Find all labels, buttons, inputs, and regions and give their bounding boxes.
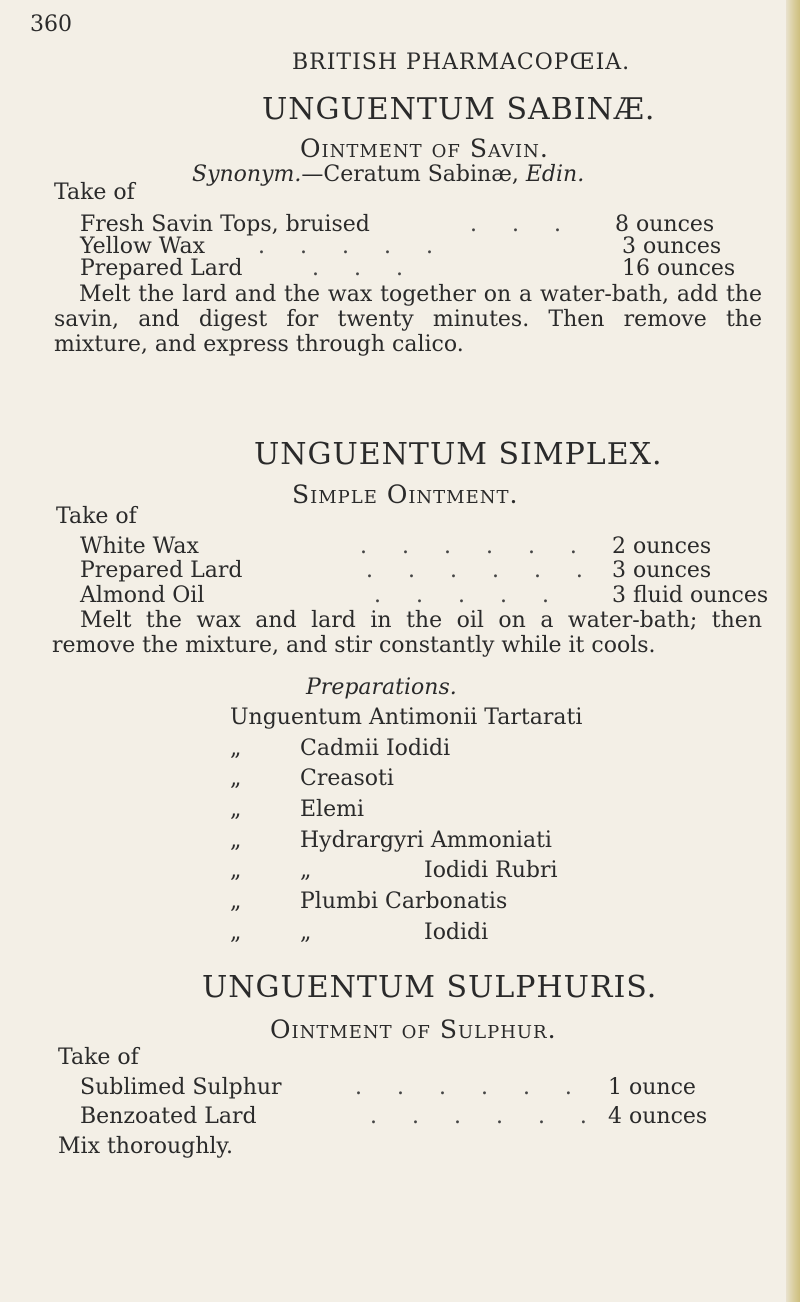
ingredient-name: Prepared Lard xyxy=(80,256,243,281)
ditto-mark: „ xyxy=(230,797,242,822)
ingredient-quantity: 3 fluid ounces xyxy=(612,583,769,608)
synonym-line xyxy=(192,162,584,187)
synonym-source: Edin. xyxy=(525,162,585,187)
preparation-item xyxy=(230,889,507,914)
ingredient-name: White Wax xyxy=(80,534,199,559)
ditto-mark: „ xyxy=(230,858,242,883)
preparations-heading: Preparations. xyxy=(306,675,457,700)
ingredient-quantity: 3 ounces xyxy=(622,234,722,259)
ingredient-name: Benzoated Lard xyxy=(80,1104,257,1129)
ingredient-quantity: 4 ounces xyxy=(608,1104,708,1129)
leader-dots: . . . . . . xyxy=(360,534,591,559)
ingredient-quantity: 16 ounces xyxy=(622,256,736,281)
section-title-sabinae: UNGUENTUM SABINÆ. xyxy=(262,92,656,127)
preparation-name: Iodidi xyxy=(424,920,489,945)
ingredient-name: Fresh Savin Tops, bruised xyxy=(80,212,370,237)
preparation-name: Elemi xyxy=(300,797,365,822)
synonym-label: Synonym. xyxy=(192,162,302,187)
preparation-name: Iodidi Rubri xyxy=(424,858,558,883)
ditto-mark: „ xyxy=(230,736,242,761)
section-title-simplex: UNGUENTUM SIMPLEX. xyxy=(254,437,663,472)
leader-dots: . . . . . xyxy=(258,234,447,259)
preparation-item xyxy=(230,797,364,822)
preparation-item xyxy=(230,766,394,791)
take-of-label: Take of xyxy=(56,504,137,529)
synonym-text: —Ceratum Sabinæ, xyxy=(301,162,526,187)
ingredient-name: Almond Oil xyxy=(80,583,205,608)
section-subtitle-simplex: Simple Ointment. xyxy=(292,480,519,509)
ingredient-quantity: 1 ounce xyxy=(608,1075,696,1100)
section-subtitle-sulphuris: Ointment of Sulphur. xyxy=(270,1015,557,1044)
ditto-mark: „ xyxy=(230,920,242,945)
leader-dots: . . . . . . xyxy=(366,558,597,583)
preparation-name: Plumbi Carbonatis xyxy=(300,889,508,914)
ingredient-row xyxy=(0,1075,800,1103)
ingredient-row xyxy=(0,558,800,586)
leader-dots: . . . . . . xyxy=(370,1104,601,1129)
page-number: 360 xyxy=(30,12,72,37)
preparation-item xyxy=(230,858,558,883)
ingredient-row xyxy=(0,583,800,611)
ditto-mark: „ xyxy=(300,858,312,883)
ingredient-name: Yellow Wax xyxy=(80,234,205,259)
ingredient-quantity: 3 ounces xyxy=(612,558,712,583)
leader-dots: . . . . . . xyxy=(355,1075,586,1100)
directions-paragraph: Melt the lard and the wax together on a water-bath, add the savin, and digest for twenty minutes. Then remove the mixture, and express through calico. xyxy=(54,282,762,357)
preparation-name: Cadmii Iodidi xyxy=(300,736,451,761)
ditto-mark: „ xyxy=(230,889,242,914)
ditto-mark: „ xyxy=(300,920,312,945)
ditto-mark: „ xyxy=(230,828,242,853)
ingredient-quantity: 2 ounces xyxy=(612,534,712,559)
section-title-sulphuris: UNGUENTUM SULPHURIS. xyxy=(202,970,658,1005)
preparation-item xyxy=(230,736,450,761)
directions-paragraph: Melt the wax and lard in the oil on a water-bath; then remove the mixture, and stir constantly while it cools. xyxy=(52,608,762,658)
take-of-label: Take of xyxy=(54,180,135,205)
ditto-mark: „ xyxy=(230,766,242,791)
preparation-item xyxy=(230,705,582,730)
ingredient-name: Prepared Lard xyxy=(80,558,243,583)
preparation-item xyxy=(230,920,488,945)
ingredient-quantity: 8 ounces xyxy=(615,212,715,237)
preparation-item xyxy=(230,828,552,853)
leader-dots: . . . . . xyxy=(374,583,563,608)
leader-dots: . . . xyxy=(312,256,417,281)
take-of-label: Take of xyxy=(58,1045,139,1070)
ingredient-row xyxy=(0,256,800,284)
directions-paragraph: Mix thoroughly. xyxy=(58,1134,233,1159)
preparation-name: Creasoti xyxy=(300,766,394,791)
preparation-name: Hydrargyri Ammoniati xyxy=(300,828,552,853)
running-head: BRITISH PHARMACOPŒIA. xyxy=(292,50,631,75)
ingredient-name: Sublimed Sulphur xyxy=(80,1075,282,1100)
leader-dots: . . . xyxy=(470,212,575,237)
preparation-name: Unguentum Antimonii Tartarati xyxy=(230,705,583,730)
section-subtitle-sabinae: Ointment of Savin. xyxy=(300,134,549,163)
ingredient-row xyxy=(0,1104,800,1132)
